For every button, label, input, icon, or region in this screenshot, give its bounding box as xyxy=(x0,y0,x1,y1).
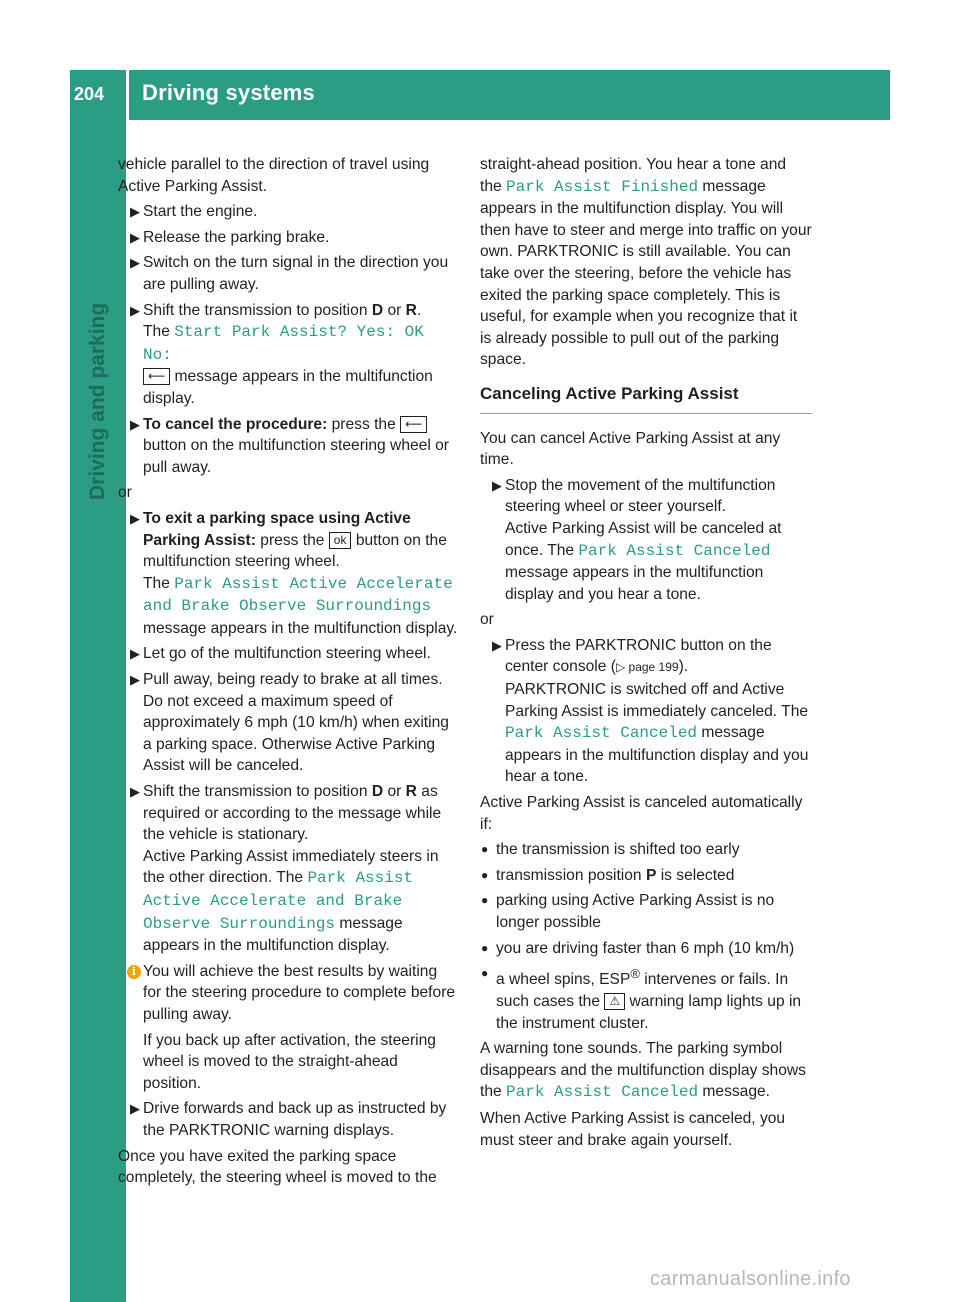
paragraph: or xyxy=(480,611,494,629)
step-item: ▶ Shift the transmission to position D or R. The Start Park Assist? Yes: OK No: ⟵ message appears in the multifunction display. xyxy=(130,301,433,407)
page-reference[interactable]: ▷ page 199 xyxy=(615,660,679,675)
triangle-right-icon: ▶ xyxy=(130,510,140,526)
display-message: Park Assist Canceled xyxy=(506,1083,699,1102)
step-item: ▶ To exit a parking space using Active Parking Assist: press the ok button on the multifunction steering wheel. The Park Assist Active Accelerate and Brake Observe Surroundings message appears in the multifunction display. xyxy=(130,509,458,637)
step-item: ▶ Shift the transmission to position D or R as required or according to the message while the vehicle is stationary. Active Parking Assist immediately steers in the other direction. The Park Assist Active Accelerate and Brake Observe Surroundings message appears in the multifunction display. xyxy=(130,783,442,955)
paragraph: or xyxy=(118,484,132,502)
step-item: ▶ Drive forwards and back up as instructed by the PARKTRONIC warning displays. xyxy=(130,1100,447,1139)
bullet-item: ● a wheel spins, ESP® intervenes or fails. In such cases the ⚠ warning lamp lights up in the instrument cluster. xyxy=(480,963,812,1034)
step-item: ▶ To cancel the procedure: press the ⟵ button on the multifunction steering wheel or pull away. xyxy=(130,415,449,476)
bullet-icon: ● xyxy=(481,893,489,908)
display-message: Park Assist Active Accelerate and Brake Observe Surroundings xyxy=(143,869,414,933)
step-item: ▶ Release the parking brake. xyxy=(118,227,458,249)
paragraph: vehicle parallel to the direction of travel using Active Parking Assist. xyxy=(118,156,430,195)
triangle-right-icon: ▶ xyxy=(130,784,140,800)
step-item: ▶ Stop the movement of the multifunction steering wheel or steer yourself. Active Parking Assist will be canceled at once. The Park Assist Canceled message appears in the multifunction display and you hear a tone. xyxy=(492,476,782,603)
left-column xyxy=(118,154,458,1193)
bullet-item: ● parking using Active Parking Assist is no longer possible xyxy=(481,892,775,931)
paragraph: When Active Parking Assist is canceled, you must steer and brake again yourself. xyxy=(480,1109,786,1149)
display-message: Park Assist Canceled xyxy=(578,541,771,560)
bullet-icon: ● xyxy=(481,966,489,981)
paragraph: You can cancel Active Parking Assist at any time. xyxy=(480,429,781,469)
back-arrow-icon: ⟵ xyxy=(143,368,170,385)
esp-warning-lamp-icon: ⚠ xyxy=(604,993,625,1010)
page-number: 204 xyxy=(74,84,105,104)
step-item: ▶ Let go of the multifunction steering wheel. xyxy=(118,643,458,665)
info-icon: i xyxy=(127,965,141,979)
triangle-right-icon: ▶ xyxy=(130,416,140,432)
triangle-right-icon: ▶ xyxy=(130,646,140,662)
section-heading: Canceling Active Parking Assist xyxy=(480,383,812,414)
step-item: ▶ Press the PARKTRONIC button on the center console (▷ page 199). PARKTRONIC is switched off and Active Parking Assist is immediately canceled. The Park Assist Canceled message appears in the multifunction display and you hear a tone. xyxy=(492,636,809,786)
watermark: carmanualsonline.info xyxy=(650,1268,851,1290)
info-note: i You will achieve the best results by waiting for the steering procedure to complete before pulling away. xyxy=(118,961,458,1026)
triangle-right-icon: ▶ xyxy=(130,1101,140,1117)
display-message: Park Assist Active Accelerate and Brake Observe Surroundings xyxy=(143,574,453,616)
bullet-icon: ● xyxy=(481,842,489,857)
header-divider xyxy=(126,70,129,120)
triangle-right-icon: ▶ xyxy=(130,672,140,688)
display-message: Park Assist Canceled xyxy=(505,724,698,743)
bullet-icon: ● xyxy=(481,940,489,955)
triangle-right-icon: ▶ xyxy=(492,477,502,493)
step-item: ▶ Pull away, being ready to brake at all times. Do not exceed a maximum speed of approximately 6 mph (10 km/h) when exiting a parking space. Otherwise Active Parking Assist will be canceled. xyxy=(130,671,449,775)
step-item: ▶ Start the engine. xyxy=(118,201,458,223)
paragraph: A warning tone sounds. The parking symbol disappears and the multifunction display shows the Park Assist Canceled message. xyxy=(480,1040,806,1102)
section-title: Driving systems xyxy=(142,80,315,105)
bullet-item: ● transmission position P is selected xyxy=(480,865,812,887)
bullet-item: ● the transmission is shifted too early xyxy=(480,839,812,861)
bullet-icon: ● xyxy=(481,867,489,882)
triangle-right-icon: ▶ xyxy=(130,229,140,245)
paragraph: straight-ahead position. You hear a tone and the Park Assist Finished message appears in the multifunction display. You will then have to steer and merge into traffic on your own. PARKTRONIC is still available. You can take over the steering, before the vehicle has exited the parking space completely. This is useful, for example when you recognize that it is already possible to pull out of the parking space. xyxy=(480,156,812,369)
triangle-right-icon: ▶ xyxy=(130,302,140,318)
triangle-right-icon: ▶ xyxy=(492,637,502,653)
right-column xyxy=(480,154,812,1155)
triangle-right-icon: ▶ xyxy=(130,255,140,271)
paragraph: Active Parking Assist is canceled automatically if: xyxy=(480,794,803,833)
step-item: ▶ Switch on the turn signal in the direction you are pulling away. xyxy=(130,254,449,293)
display-message: Park Assist Finished xyxy=(506,177,699,196)
side-tab-label: Driving and parking xyxy=(86,302,109,500)
paragraph: Once you have exited the parking space completely, the steering wheel is moved to the xyxy=(118,1147,437,1187)
display-message: Start Park Assist? Yes: OK No: xyxy=(143,323,424,364)
triangle-right-icon: ▶ xyxy=(130,204,140,220)
info-note: If you back up after activation, the steering wheel is moved to the straight-ahead position. xyxy=(143,1031,436,1092)
ok-key-icon: ok xyxy=(329,532,352,549)
bullet-item: ● you are driving faster than 6 mph (10 km/h) xyxy=(480,938,812,960)
back-arrow-icon: ⟵ xyxy=(400,416,427,433)
